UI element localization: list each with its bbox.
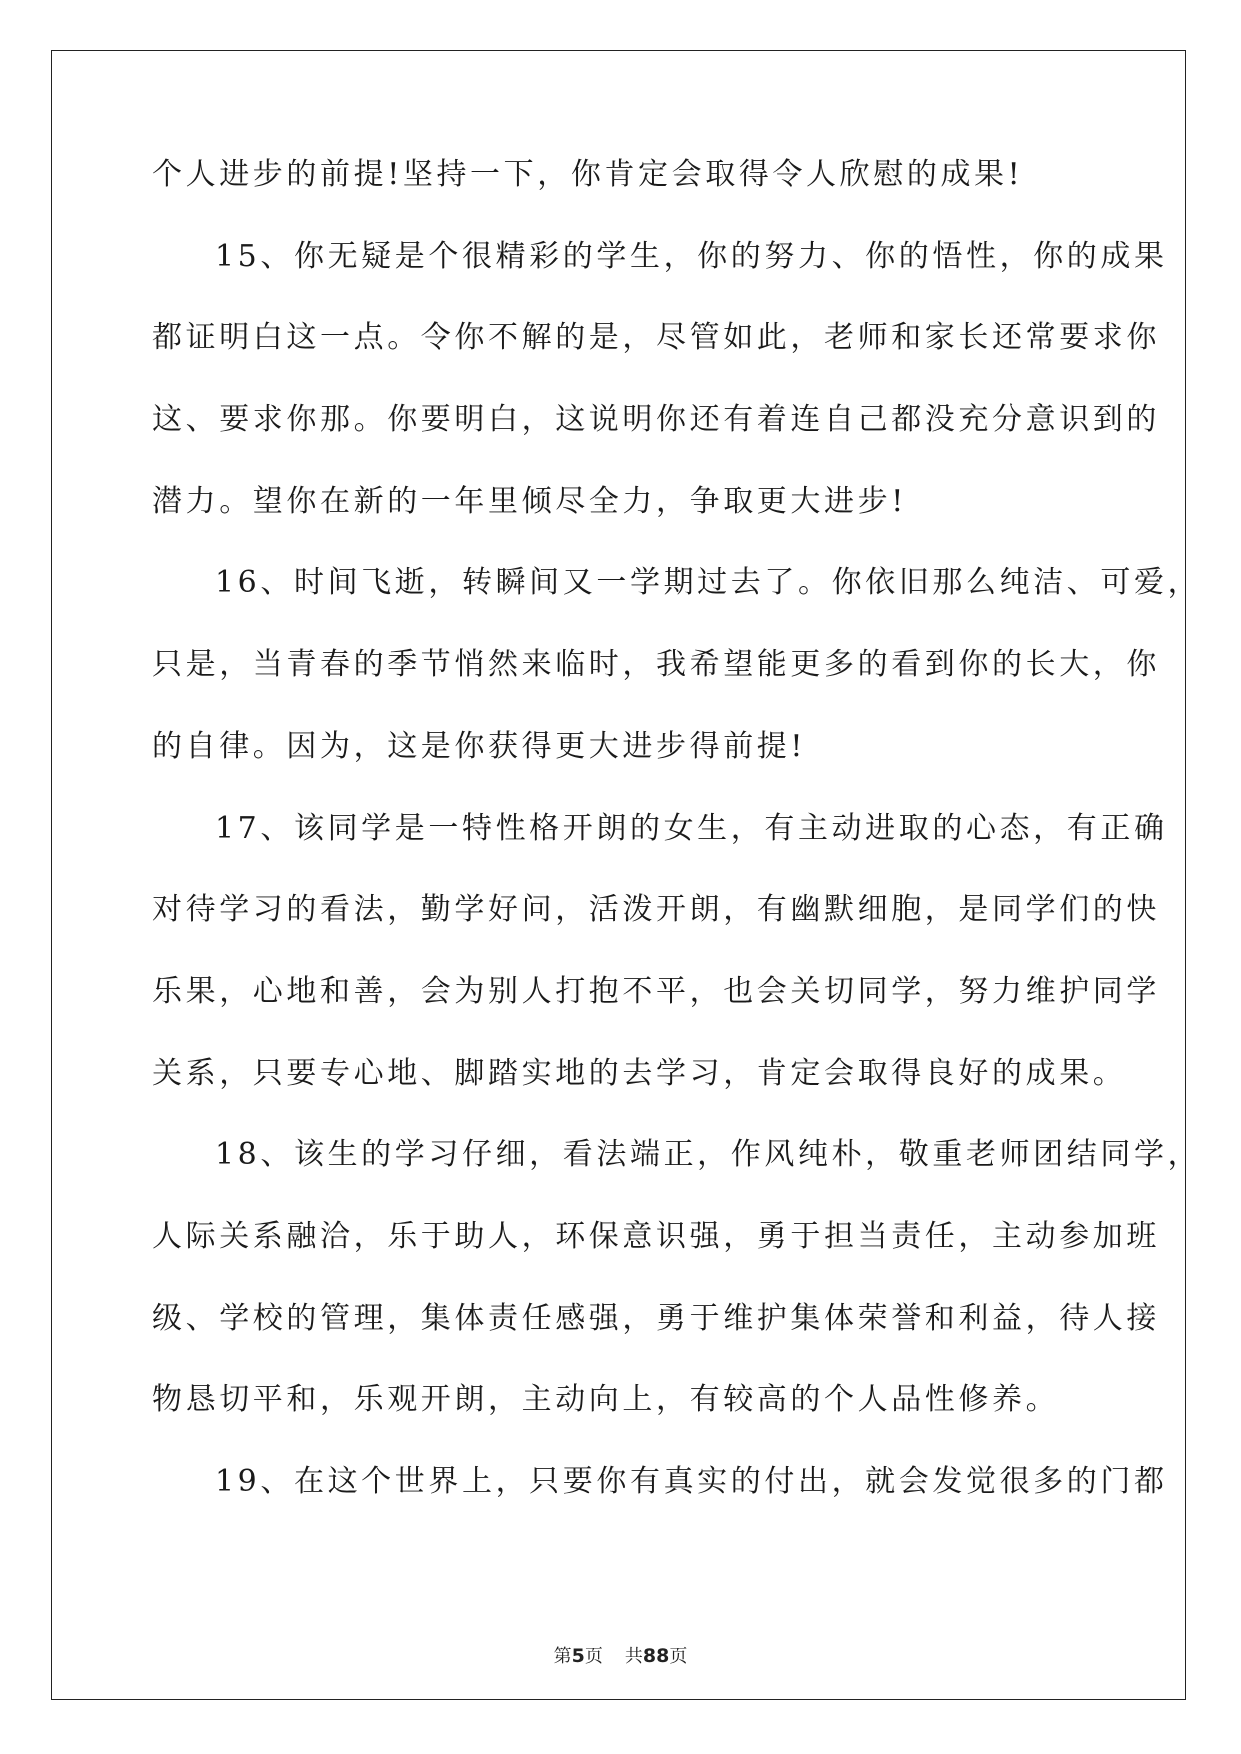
page-prefix: 第 bbox=[553, 1646, 572, 1667]
text-line: 潜力。望你在新的一年里倾尽全力，争取更大进步! bbox=[152, 483, 907, 519]
text-line: 的自律。因为，这是你获得更大进步得前提! bbox=[152, 728, 807, 764]
text-line: 物恳切平和，乐观开朗，主动向上，有较高的个人品性修养。 bbox=[152, 1382, 1060, 1418]
text-line: 对待学习的看法，勤学好问，活泼开朗，有幽默细胞，是同学们的快 bbox=[152, 892, 1160, 928]
document-body bbox=[152, 157, 1202, 1549]
text-line: 18、该生的学习仔细，看法端正，作风纯朴，敬重老师团结同学， bbox=[215, 1137, 1202, 1173]
text-line: 只是，当青春的季节悄然来临时，我希望能更多的看到你的长大，你 bbox=[152, 647, 1160, 683]
text-line: 17、该同学是一特性格开朗的女生，有主动进取的心态，有正确 bbox=[215, 810, 1168, 846]
text-line: 15、你无疑是个很精彩的学生，你的努力、你的悟性，你的成果 bbox=[215, 238, 1168, 274]
text-line: 都证明白这一点。令你不解的是，尽管如此，老师和家长还常要求你 bbox=[152, 320, 1160, 356]
page-number: 5 bbox=[571, 1645, 585, 1667]
text-line: 人际关系融洽，乐于助人，环保意识强，勇于担当责任，主动参加班 bbox=[152, 1218, 1160, 1254]
text-line: 19、在这个世界上，只要你有真实的付出，就会发觉很多的门都 bbox=[215, 1464, 1168, 1499]
total-pages: 88 bbox=[642, 1645, 670, 1667]
text-line: 乐果，心地和善，会为别人打抱不平，也会关切同学，努力维护同学 bbox=[152, 973, 1160, 1009]
total-prefix: 共 bbox=[624, 1646, 643, 1667]
text-line: 16、时间飞逝，转瞬间又一学期过去了。你依旧那么纯洁、可爱， bbox=[215, 565, 1202, 601]
text-line: 个人进步的前提!坚持一下，你肯定会取得令人欣慰的成果! bbox=[152, 157, 1024, 192]
total-suffix: 页 bbox=[669, 1646, 688, 1667]
text-line: 级、学校的管理，集体责任感强，勇于维护集体荣誉和利益，待人接 bbox=[152, 1300, 1160, 1336]
text-line: 关系，只要专心地、脚踏实地的去学习，肯定会取得良好的成果。 bbox=[152, 1055, 1127, 1091]
text-line: 这、要求你那。你要明白，这说明你还有着连自己都没充分意识到的 bbox=[152, 402, 1160, 438]
page-footer bbox=[0, 1642, 1241, 1668]
page-suffix: 页 bbox=[584, 1646, 603, 1667]
